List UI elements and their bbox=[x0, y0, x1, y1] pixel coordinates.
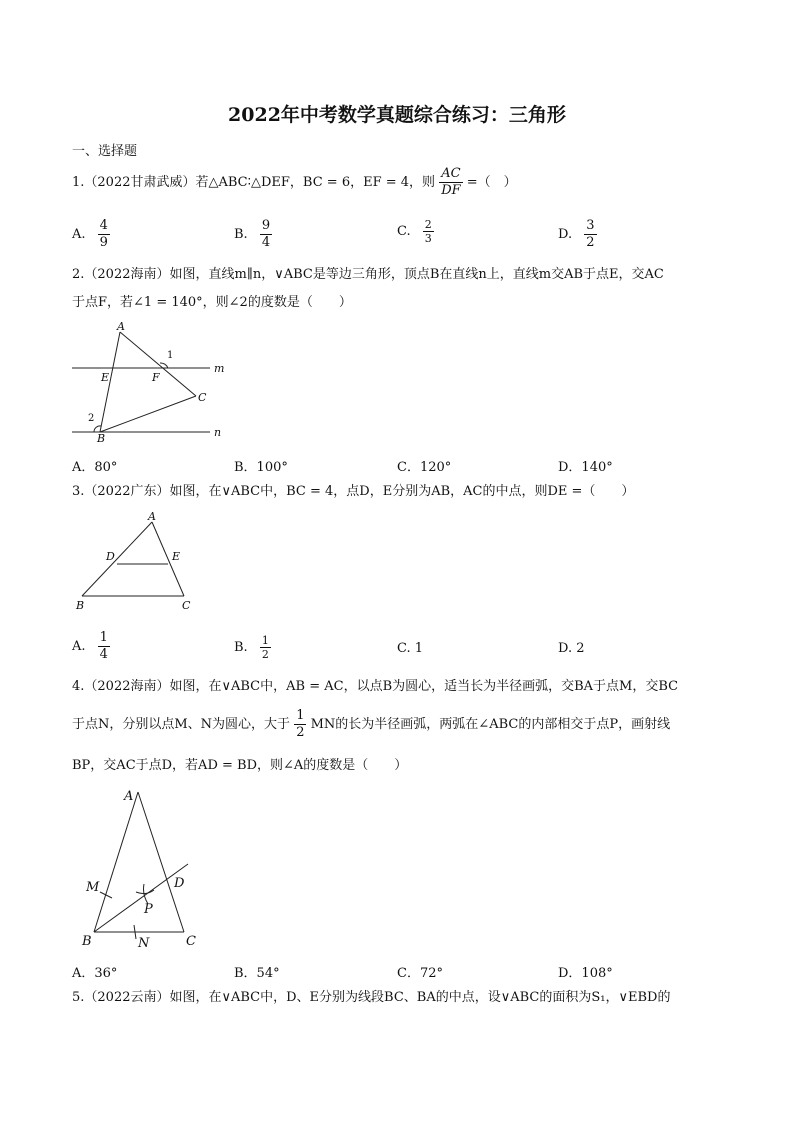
label-c: C bbox=[198, 391, 207, 404]
question-3-line-1: 3.（2022广东）如图，在∨ABC中，BC = 4，点D，E分别为AB，AC的中点，则DE =（ ） bbox=[72, 484, 635, 499]
q3-option-d[interactable]: D. 2 bbox=[558, 641, 585, 656]
fraction-denominator: 2 bbox=[261, 648, 269, 661]
label-angle-2: 2 bbox=[88, 413, 95, 424]
label-f: F bbox=[152, 371, 160, 384]
side-ab bbox=[82, 522, 152, 596]
fraction-denominator: 2 bbox=[296, 725, 305, 740]
label-a: A bbox=[124, 789, 134, 804]
label-p: P bbox=[144, 902, 153, 917]
side-bc bbox=[100, 396, 196, 432]
fraction-denominator: 9 bbox=[99, 235, 108, 250]
question-1-fraction bbox=[439, 166, 462, 199]
q2-option-a[interactable]: A．80° bbox=[72, 460, 118, 475]
q3-option-b[interactable] bbox=[234, 634, 271, 661]
q2-option-b[interactable]: B．100° bbox=[234, 460, 288, 475]
fraction-numerator: 1 bbox=[99, 630, 108, 645]
option-fraction bbox=[584, 218, 596, 251]
label-m: M bbox=[86, 880, 100, 895]
fraction-denominator: DF bbox=[441, 183, 461, 198]
q1-option-d[interactable] bbox=[558, 218, 597, 251]
question-1 bbox=[72, 166, 517, 199]
question-4-line-3: BP，交AC于点D，若AD = BD，则∠A的度数是（ ） bbox=[72, 758, 408, 773]
question-2-line-2: 于点F，若∠1 = 140°，则∠2的度数是（ ） bbox=[72, 295, 352, 310]
page-title: 2022年中考数学真题综合练习：三角形 bbox=[228, 104, 566, 126]
q3-figure bbox=[72, 508, 202, 618]
q2-option-d[interactable]: D．140° bbox=[558, 460, 613, 475]
label-e: E bbox=[101, 371, 110, 384]
label-d: D bbox=[174, 876, 185, 891]
question-4-line-2-start: 于点N，分别以点M、N为圆心，大于 bbox=[72, 717, 291, 732]
label-c: C bbox=[186, 934, 196, 949]
label-b: B bbox=[82, 934, 92, 949]
question-2-line-1: 2.（2022海南）如图，直线m∥n，∨ABC是等边三角形，顶点B在直线n上，直线m交AB于点E，交AC bbox=[72, 267, 664, 282]
q1-option-c[interactable] bbox=[397, 218, 434, 245]
option-label: B. bbox=[234, 227, 248, 242]
ray-bp bbox=[94, 864, 188, 932]
option-label: A. bbox=[72, 227, 86, 242]
q4-option-a[interactable]: A．36° bbox=[72, 966, 118, 981]
question-4-line-1: 4.（2022海南）如图，在∨ABC中，AB = AC，以点B为圆心，适当长为半径画弧，交BA于点M，交BC bbox=[72, 679, 679, 694]
q4-figure bbox=[80, 782, 210, 952]
fraction-denominator: 3 bbox=[424, 232, 432, 245]
q1-option-a[interactable] bbox=[72, 218, 110, 251]
fraction-numerator: 1 bbox=[296, 708, 305, 723]
option-fraction bbox=[98, 218, 110, 251]
q4-option-c[interactable]: C．72° bbox=[397, 966, 443, 981]
question-4-line-2 bbox=[72, 708, 670, 741]
q1-option-b[interactable] bbox=[234, 218, 272, 251]
label-a: A bbox=[117, 320, 125, 333]
label-a: A bbox=[148, 510, 156, 523]
q2-option-c[interactable]: C．120° bbox=[397, 460, 452, 475]
q3-option-a[interactable] bbox=[72, 630, 110, 663]
fraction-numerator: AC bbox=[439, 166, 462, 183]
question-4-fraction bbox=[294, 708, 306, 741]
fraction-denominator: 4 bbox=[261, 235, 271, 250]
label-m: m bbox=[214, 362, 225, 375]
fraction-numerator: 2 bbox=[424, 218, 432, 231]
label-b: B bbox=[97, 432, 106, 445]
label-c: C bbox=[182, 599, 191, 612]
label-n: n bbox=[214, 426, 222, 439]
q2-figure bbox=[68, 318, 238, 446]
question-5-line-1: 5.（2022云南）如图，在∨ABC中，D、E分别为线段BC、BA的中点，设∨ABC的面积为S₁，∨EBD的 bbox=[72, 990, 671, 1005]
side-ac bbox=[120, 332, 196, 396]
q4-option-b[interactable]: B．54° bbox=[234, 966, 280, 981]
fraction-numerator: 3 bbox=[586, 218, 595, 233]
label-angle-1: 1 bbox=[167, 350, 174, 361]
label-n: N bbox=[138, 936, 150, 951]
fraction-numerator: 1 bbox=[261, 634, 269, 647]
fraction-numerator: 9 bbox=[261, 218, 271, 233]
q3-option-c[interactable]: C. 1 bbox=[397, 641, 424, 656]
label-d: D bbox=[106, 550, 115, 563]
option-fraction bbox=[260, 634, 271, 661]
option-fraction bbox=[98, 630, 110, 663]
option-fraction bbox=[423, 218, 434, 245]
fraction-denominator: 4 bbox=[99, 647, 108, 662]
q4-option-d[interactable]: D．108° bbox=[558, 966, 613, 981]
fraction-denominator: 2 bbox=[586, 235, 595, 250]
option-fraction bbox=[260, 218, 272, 251]
option-label: D. bbox=[558, 227, 573, 242]
label-b: B bbox=[76, 599, 85, 612]
side-ab bbox=[94, 792, 138, 932]
fraction-numerator: 4 bbox=[99, 218, 108, 233]
option-label: C. bbox=[397, 224, 411, 239]
label-e: E bbox=[172, 550, 181, 563]
question-1-text: 1.（2022甘肃武威）若△ABC∶△DEF，BC = 6，EF = 4，则 bbox=[72, 175, 436, 190]
question-4-line-2-end: MN的长为半径画弧，两弧在∠ABC的内部相交于点P，画射线 bbox=[310, 717, 671, 732]
section-heading: 一、选择题 bbox=[72, 144, 138, 159]
option-label: B. bbox=[234, 640, 248, 655]
option-label: A. bbox=[72, 639, 86, 654]
question-1-tail: =（ ） bbox=[466, 175, 517, 190]
